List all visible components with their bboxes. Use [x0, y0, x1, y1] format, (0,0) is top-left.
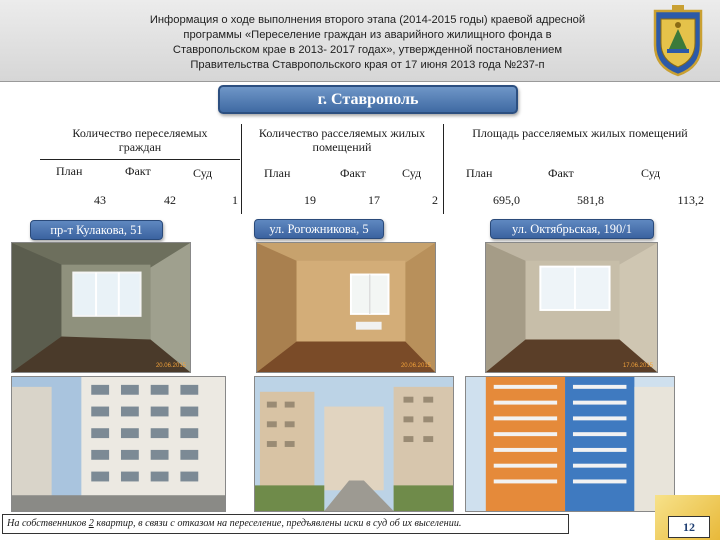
- group1-col-court: Суд: [193, 166, 213, 180]
- header-title-line: Информация о ходе выполнения второго этапа (2014-2015 годы) краевой адресной: [149, 14, 586, 26]
- group1-value-court: 1: [232, 193, 238, 207]
- group-separator: [443, 124, 444, 214]
- apartment-interior-photo-3: [485, 242, 658, 373]
- apartment-interior-photo-1: [11, 242, 191, 373]
- group1-value-fact: 42: [164, 193, 176, 207]
- group1-col-plan: План: [56, 164, 83, 178]
- footnote-count: 2: [88, 518, 94, 529]
- group1-value-plan: 43: [94, 193, 106, 207]
- city-banner: г. Ставрополь: [218, 85, 518, 114]
- footnote: [2, 514, 569, 534]
- group3-value-court: 113,2: [677, 193, 704, 207]
- footnote-text-before: На собственников: [7, 518, 89, 529]
- header: [0, 0, 720, 82]
- group3-col-plan: План: [466, 166, 493, 180]
- header-title-line: программы «Переселение граждан из аварийного жилищного фонда в: [183, 29, 552, 41]
- group2-col-plan: План: [264, 166, 291, 180]
- group1-title: Количество переселяемых граждан: [72, 126, 208, 154]
- group2-value-court: 2: [432, 193, 438, 207]
- building-exterior-photo-2: [254, 376, 454, 512]
- group2-value-fact: 17: [368, 193, 380, 207]
- header-title-line: Правительства Ставропольского края от 17 июня 2013 года №237-п: [190, 59, 545, 71]
- building-exterior-photo-3: [465, 376, 675, 512]
- footnote-text-after: квартир, в связи с отказом на переселение, предъявлены иски в суд об их выселении.: [93, 518, 462, 529]
- page-number: 12: [668, 516, 710, 538]
- header-title-line: Ставропольском крае в 2013- 2017 годах», утвержденной постановлением: [172, 44, 563, 56]
- group3-col-court: Суд: [641, 166, 661, 180]
- group1-col-fact: Факт: [125, 164, 151, 178]
- group1-divider: [40, 159, 240, 160]
- group2-col-court: Суд: [402, 166, 422, 180]
- header-title: [100, 13, 635, 73]
- group2-title: Количество расселяемых жилых помещений: [258, 126, 426, 154]
- group3-value-plan: 695,0: [493, 193, 520, 207]
- address-label-oktyabrskaya: ул. Октябрьская, 190/1: [490, 219, 654, 239]
- apartment-interior-photo-2: [256, 242, 436, 373]
- group3-title: Площадь расселяемых жилых помещений: [472, 126, 688, 140]
- coat-of-arms-icon: [647, 5, 709, 77]
- photo-date-stamp: 17.06.2015: [622, 363, 653, 369]
- address-label-rogozhnikova: ул. Рогожникова, 5: [254, 219, 384, 239]
- group-separator: [241, 124, 242, 214]
- building-exterior-photo-1: [11, 376, 226, 512]
- group3-value-fact: 581,8: [577, 193, 604, 207]
- photo-date-stamp: 20.06.2015: [400, 363, 431, 369]
- photo-date-stamp: 20.06.2015: [155, 363, 186, 369]
- group2-col-fact: Факт: [340, 166, 366, 180]
- group3-col-fact: Факт: [548, 166, 574, 180]
- group2-value-plan: 19: [304, 193, 316, 207]
- address-label-kulakova: пр-т Кулакова, 51: [30, 220, 163, 240]
